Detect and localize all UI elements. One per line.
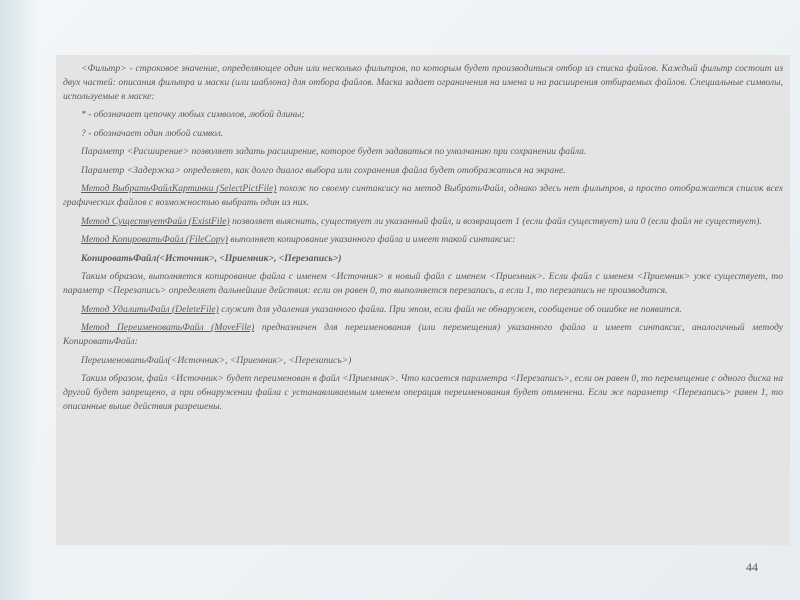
paragraph-move-explain: Таким образом, файл <Источник> будет переименован в файл <Приемник>. Что касается параметра <Перезапись>, если он равен 0, то перемещение с одного диска на другой будет запрещено, а при обнаружении файла с устанавливаемым именем операция переименования будет отменена. Если же параметр <Перезапись> равен 1, то описанные выше действия разрешены.: [63, 373, 783, 412]
slide-body-text: [63, 62, 783, 418]
copy-syntax: КопироватьФайл(<Источник>, <Приемник>, <Перезапись>): [81, 252, 342, 264]
paragraph-select-pict: [63, 182, 783, 210]
paragraph-asterisk: * - обозначает цепочку любых символов, любой длины;: [81, 109, 305, 121]
method-exists-title: Метод СуществуетФайл (ExistFile): [81, 215, 230, 227]
paragraph-copy: [63, 233, 783, 247]
move-syntax: ПереименоватьФайл(<Источник>, <Приемник>, <Перезапись>): [81, 354, 352, 366]
method-copy-body: выполняет копирование указанного файла и имеет такой синтаксис:: [228, 234, 516, 246]
paragraph-question: ? - обозначает один любой символ.: [81, 127, 224, 139]
paragraph-exists: [63, 215, 783, 229]
method-select-pict-body: похож по своему синтаксису на метод ВыбратьФайл, однако здесь нет фильтров, а просто отображается список всех графических файлов с возможностью выбрать один из них.: [63, 183, 783, 209]
paragraph-move: [63, 321, 783, 349]
method-move-body: предназначен для переименования (или перемещения) указанного файла и имеет синтаксис, аналогичный методу КопироватьФайл:: [63, 322, 783, 348]
method-delete-body: служит для удаления указанного файла. При этом, если файл не обнаружен, сообщение об ошибке не появится.: [218, 303, 682, 315]
paragraph-delete: [63, 303, 783, 317]
paragraph-delay: Параметр <Задержка> определяет, как долго диалог выбора или сохранения файла будет отображаться на экране.: [81, 164, 566, 176]
method-select-pict-title: Метод ВыбратьФайлКартинки (SelectPictFile): [81, 183, 277, 195]
slide-left-edge-decoration: [0, 0, 38, 600]
method-move-title: Метод ПереименоватьФайл (MoveFile): [81, 322, 255, 334]
method-delete-title: Метод УдалитьФайл (DeleteFile): [81, 303, 219, 315]
method-exists-body: позволяет выяснить, существует ли указанный файл, и возвращает 1 (если файл существует) или 0 (если файл не существует).: [229, 215, 762, 227]
paragraph-extension: Параметр <Расширение> позволяет задать расширение, которое будет задаваться по умолчанию при сохранении файла.: [81, 146, 587, 158]
paragraph-filter: <Фильтр> - строковое значение, определяющее один или несколько фильтров, по которым будет производиться отбор из списка файлов. Каждый фильтр состоит из двух частей: описания фильтра и маски (или шаблона) для отбора файлов. Маска задает ограничения на имена и на расширения отбираемых файлов. Специальные символы, используемые в маске:: [63, 63, 783, 102]
page-number: 44: [746, 560, 758, 574]
paragraph-copy-explain: Таким образом, выполняется копирование файла с именем <Источник> в новый файл с именем <Приемник>. Если файл с именем <Приемник> уже существует, то параметр <Перезапись> определяет дальнейшие действия: если он равен 0, то выполняется перезапись, а если 1, то перезапись не производится.: [63, 271, 783, 297]
method-copy-title: Метод КопироватьФайл (FileCopy): [81, 234, 228, 246]
